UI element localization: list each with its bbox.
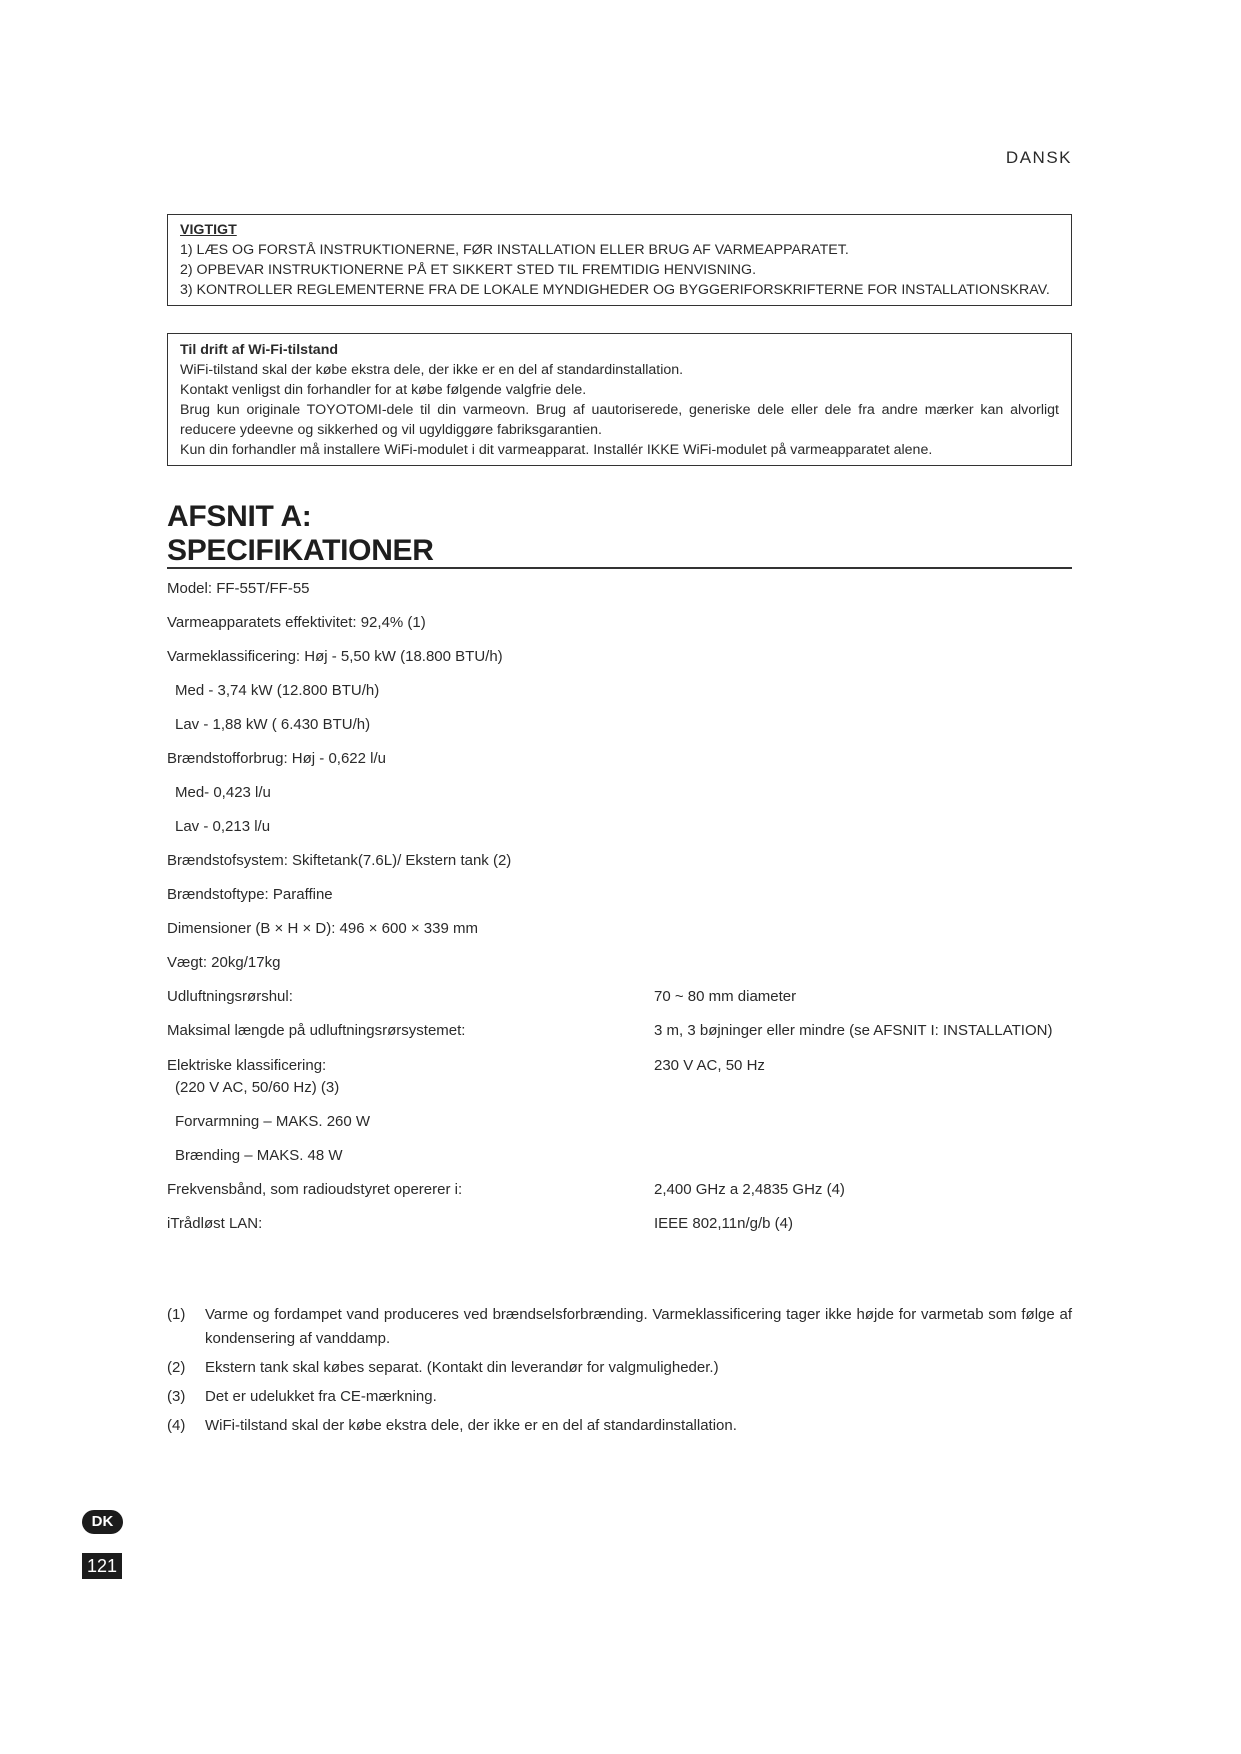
spec-electric-value: 230 V AC, 50 Hz: [654, 1057, 765, 1074]
important-item-3: 3) KONTROLLER REGLEMENTERNE FRA DE LOKALE MYNDIGHEDER OG BYGGERIFORSKRIFTERNE FOR INSTALLATIONSKRAV.: [180, 282, 1050, 298]
spec-electric-sub: (220 V AC, 50/60 Hz) (3): [175, 1079, 340, 1096]
section-title-line-1: AFSNIT A:: [167, 500, 312, 533]
spec-freq-value: 2,400 GHz a 2,4835 GHz (4): [654, 1181, 845, 1198]
footnote-number: (2): [167, 1359, 186, 1376]
wifi-line-2: Kontakt venligst din forhandler for at købe følgende valgfrie dele.: [180, 382, 587, 398]
footnote-number: (4): [167, 1417, 186, 1434]
spec-vent-hole-value: 70 ~ 80 mm diameter: [654, 988, 797, 1005]
footnote-number: (1): [167, 1306, 186, 1323]
spec-fuel-type: Brændstoftype: Paraffine: [167, 886, 333, 903]
section-title-line-2: SPECIFIKATIONER: [167, 534, 434, 567]
spec-vent-length-value: 3 m, 3 bøjninger eller mindre (se AFSNIT I: INSTALLATION): [654, 1022, 1053, 1039]
spec-weight: Vægt: 20kg/17kg: [167, 954, 281, 971]
footnotes: [167, 1303, 1072, 1443]
wifi-line-3: Brug kun originale TOYOTOMI-dele til din varmeovn. Brug af uautoriserede, generiske dele eller dele fra andre mærker kan alvorligt reducere ydeevne og sikkerhed og vil ugyldiggøre fabriksgarantien.: [180, 402, 1059, 438]
spec-vent-length-label: Maksimal længde på udluftningsrørsystemet:: [167, 1022, 466, 1039]
wifi-notice-box: [167, 333, 1072, 466]
section-title: [167, 500, 1072, 568]
important-item-2: 2) OPBEVAR INSTRUKTIONERNE PÅ ET SIKKERT STED TIL FREMTIDIG HENVISNING.: [180, 262, 757, 278]
spec-fuel-high: Brændstofforbrug: Høj - 0,622 l/u: [167, 750, 386, 767]
spec-rating-high: Varmeklassificering: Høj - 5,50 kW (18.800 BTU/h): [167, 648, 503, 665]
footnote: [167, 1303, 1072, 1351]
wifi-line-4: Kun din forhandler må installere WiFi-modulet i dit varmeapparat. Installér IKKE WiFi-modulet på varmeapparatet alene.: [180, 442, 933, 458]
spec-burning: Brænding – MAKS. 48 W: [175, 1147, 343, 1164]
spec-efficiency: Varmeapparatets effektivitet: 92,4% (1): [167, 614, 426, 631]
spec-freq-label: Frekvensbånd, som radioudstyret opererer i:: [167, 1181, 463, 1198]
spec-fuel-system: Brændstofsystem: Skiftetank(7.6L)/ Ekstern tank (2): [167, 852, 512, 869]
section-divider: [167, 567, 1072, 569]
footnote-text: Ekstern tank skal købes separat. (Kontakt din leverandør for valgmuligheder.): [205, 1359, 719, 1376]
page-number: 121: [82, 1553, 122, 1579]
wifi-line-1: WiFi-tilstand skal der købe ekstra dele, der ikke er en del af standardinstallation.: [180, 362, 684, 378]
important-notice-box: [167, 214, 1072, 306]
footnote: [167, 1356, 1072, 1380]
spec-dimensions: Dimensioner (B × H × D): 496 × 600 × 339 mm: [167, 920, 478, 937]
spec-vent-hole-label: Udluftningsrørshul:: [167, 988, 293, 1005]
footnote: [167, 1385, 1072, 1409]
footnote-text: Det er udelukket fra CE-mærkning.: [205, 1388, 437, 1405]
footnote: [167, 1414, 1072, 1438]
spec-electric-label: Elektriske klassificering:: [167, 1057, 327, 1074]
important-item-1: 1) LÆS OG FORSTÅ INSTRUKTIONERNE, FØR INSTALLATION ELLER BRUG AF VARMEAPPARATET.: [180, 242, 849, 258]
wifi-title: Til drift af Wi-Fi-tilstand: [180, 342, 339, 358]
footnote-text: Varme og fordampet vand produceres ved brændselsforbrænding. Varmeklassificering tager ikke højde for varmetab som følge af kondensering af vanddamp.: [205, 1306, 1072, 1347]
spec-preheat: Forvarmning – MAKS. 260 W: [175, 1113, 371, 1130]
spec-model: Model: FF-55T/FF-55: [167, 580, 310, 597]
spec-rating-low: Lav - 1,88 kW ( 6.430 BTU/h): [175, 716, 371, 733]
spec-rating-med: Med - 3,74 kW (12.800 BTU/h): [175, 682, 380, 699]
spec-lan-label: iTrådløst LAN:: [167, 1215, 263, 1232]
footnote-text: WiFi-tilstand skal der købe ekstra dele, der ikke er en del af standardinstallation.: [205, 1417, 737, 1434]
language-label: DANSK: [1005, 148, 1072, 167]
important-title: VIGTIGT: [180, 222, 237, 238]
country-badge: DK: [82, 1510, 123, 1534]
spec-fuel-low: Lav - 0,213 l/u: [175, 818, 271, 835]
spec-lan-value: IEEE 802,11n/g/b (4): [654, 1215, 793, 1232]
footnote-number: (3): [167, 1388, 186, 1405]
spec-fuel-med: Med- 0,423 l/u: [175, 784, 271, 801]
